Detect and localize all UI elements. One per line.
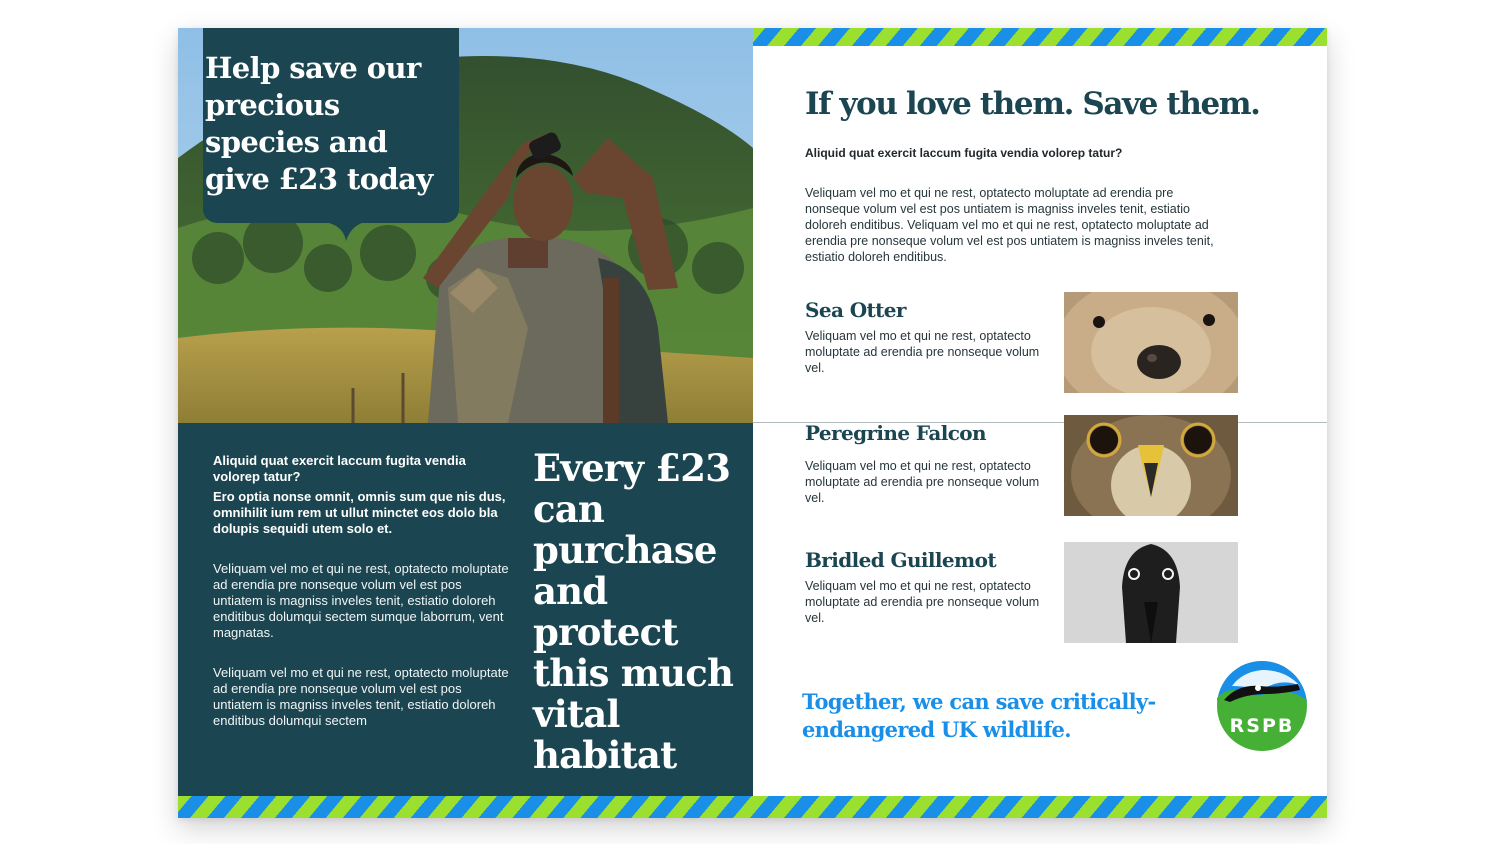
- logo-text: RSPB: [1229, 715, 1295, 737]
- species-name: Peregrine Falcon: [805, 421, 986, 445]
- species-name: Sea Otter: [805, 298, 906, 322]
- species-description: Veliquam vel mo et qui ne rest, optatecto moluptate ad erendia pre nonseque volum vel.: [805, 579, 1040, 625]
- species-name: Bridled Guillemot: [805, 548, 996, 572]
- page-headline: If you love them. Save them.: [805, 86, 1260, 122]
- sea-otter-photo: [1064, 292, 1238, 393]
- left-body-1: Veliquam vel mo et qui ne rest, optatecto moluptate ad erendia pre nonseque volum vel est pos untiatem is magniss inveles tenit, estiatio doloreh enditibus dolumqui sectem sumque laborrum, vent magnatas.: [213, 561, 509, 640]
- species-description: Veliquam vel mo et qui ne rest, optatecto moluptate ad erendia pre nonseque volum vel.: [805, 459, 1040, 505]
- intro-text: Veliquam vel mo et qui ne rest, optatecto moluptate ad erendia pre nonseque volum vel est pos untiatem is magniss inveles tenit, estiatio doloreh enditibus. Veliquam vel mo et qui ne rest, optatecto moluptate ad erendia pre nonseque volum vel est pos untiatem is magniss inveles tenit, estiatio doloreh enditibus.: [805, 186, 1214, 264]
- big-quote: Every £23 can purchase and protect this much vital habitat: [533, 446, 734, 777]
- left-lead-2: Ero optia nonse omnit, omnis sum que nis dus, omnihilit ium rem ut ullut minctet eos dolo bla dolupis sequidi utem solo et.: [213, 489, 506, 536]
- peregrine-falcon-photo: [1064, 415, 1238, 516]
- left-lead: Aliquid quat exercit laccum fugita vendia volorep tatur?: [213, 453, 466, 484]
- callout-tip: [318, 221, 370, 243]
- right-page: [753, 28, 1327, 818]
- rspb-logo: [1216, 660, 1308, 752]
- species-description: Veliquam vel mo et qui ne rest, optatecto moluptate ad erendia pre nonseque volum vel.: [805, 329, 1040, 375]
- stripe-border-top: [753, 28, 1327, 46]
- left-page: [178, 28, 753, 818]
- tagline: Together, we can save critically-endangered UK wildlife.: [802, 689, 1156, 742]
- brochure-spread: [178, 28, 1327, 818]
- subheading: Aliquid quat exercit laccum fugita vendia volorep tatur?: [805, 146, 1123, 160]
- bridled-guillemot-photo: [1064, 542, 1238, 643]
- callout-title: Help save our precious species and give £23 today: [205, 51, 433, 196]
- stripe-border-bottom: [178, 796, 1327, 818]
- left-column: [213, 453, 511, 729]
- left-body-2: Veliquam vel mo et qui ne rest, optatecto moluptate ad erendia pre nonseque volum vel est pos untiatem is magniss inveles tenit, estiatio doloreh enditibus dolumqui sectem: [213, 665, 509, 728]
